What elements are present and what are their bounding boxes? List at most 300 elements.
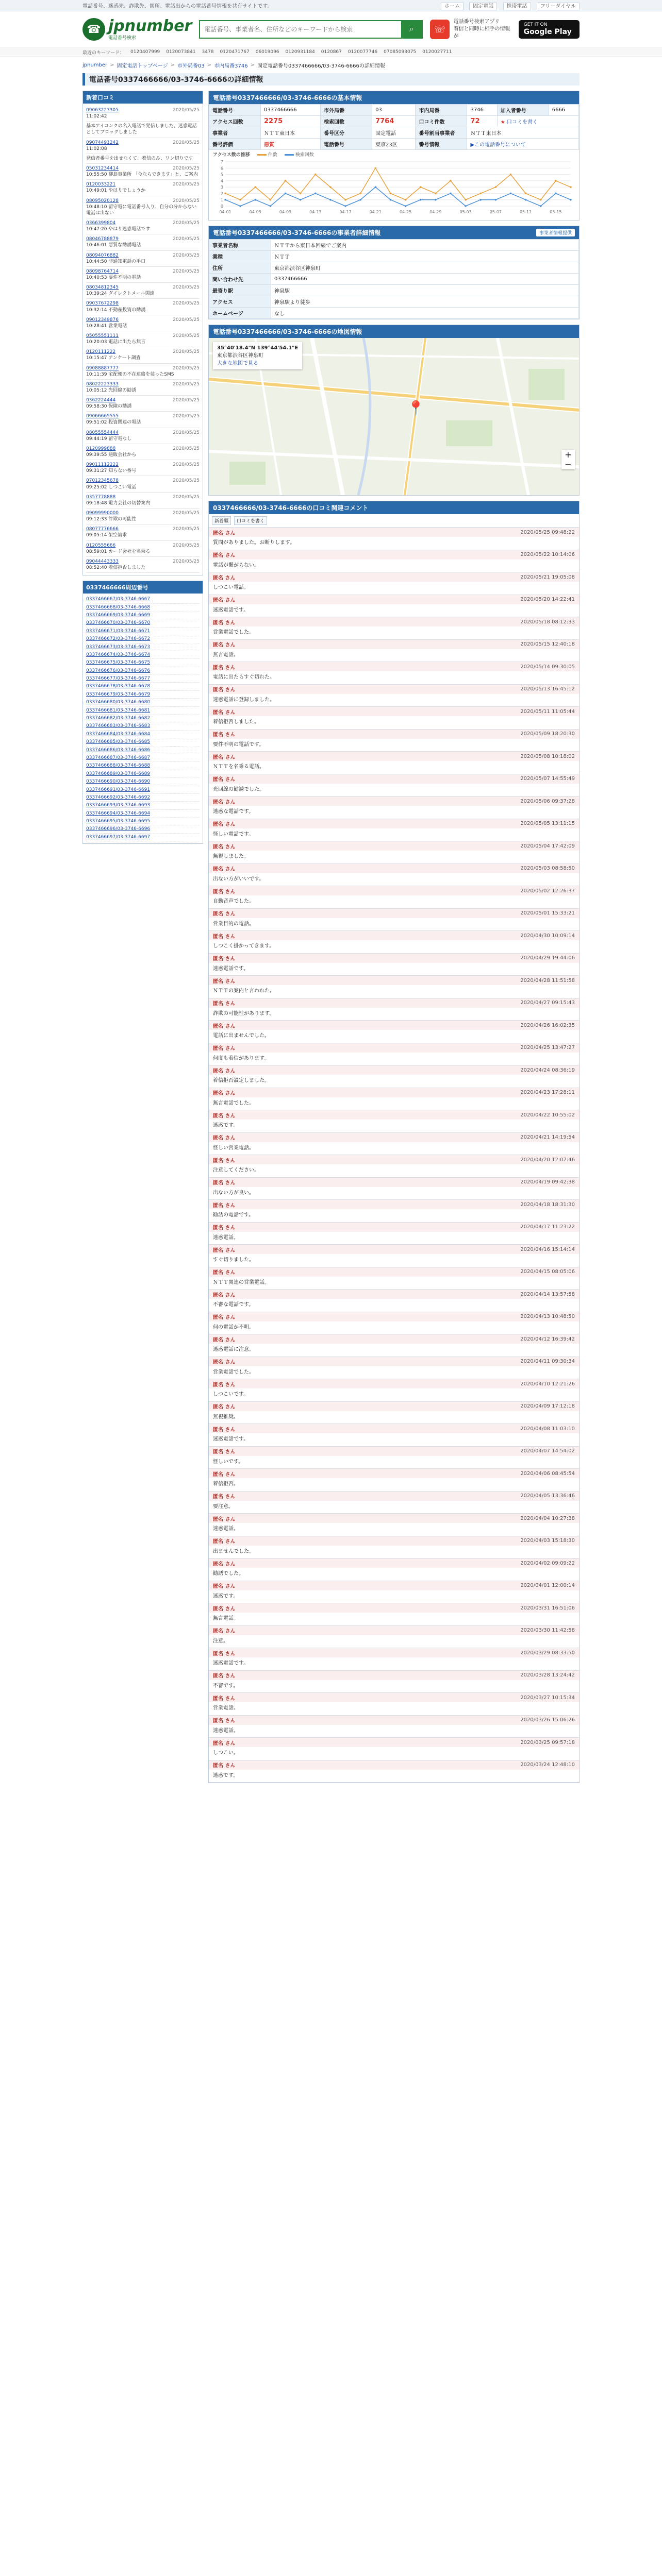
x-tick-label: 04-01 <box>219 210 231 214</box>
review-date: 2020/04/08 11:03:10 <box>520 1426 575 1432</box>
nearby-number-link[interactable]: 0337466670/03-3746-6670 <box>86 619 200 627</box>
review-body <box>209 1321 579 1334</box>
review-author: 匿名 さん <box>213 1068 236 1074</box>
data-point <box>224 199 226 201</box>
data-point <box>510 193 512 195</box>
sort-select[interactable]: 新着順 <box>212 516 231 525</box>
google-play-badge[interactable] <box>519 20 580 39</box>
review-text: 電話に出たらすぐ切れた。 <box>213 674 275 680</box>
data-point <box>525 193 527 195</box>
review-item <box>209 931 579 954</box>
review-item <box>209 774 579 797</box>
detail-value: 神泉駅 <box>271 285 579 296</box>
recent-post[interactable] <box>86 557 200 573</box>
recent-post[interactable] <box>86 380 200 396</box>
app-ad[interactable] <box>430 19 580 40</box>
post-number-link[interactable]: 0362224444 <box>86 398 116 403</box>
nearby-number-link[interactable]: 0337466676/03-3746-6676 <box>86 667 200 675</box>
review-header <box>209 1693 579 1702</box>
breadcrumb-home[interactable]: jpnumber <box>82 62 108 68</box>
post-number-link[interactable]: 0120555666 <box>86 543 116 548</box>
data-point <box>300 193 302 195</box>
y-tick-label: 6 <box>220 166 223 171</box>
post-number-link[interactable]: 0120111222 <box>86 349 116 355</box>
review-body <box>209 1702 579 1715</box>
detail-key: アクセス <box>209 296 271 308</box>
review-body <box>209 649 579 662</box>
review-text: 電話に出ませんでした。 <box>213 1033 270 1039</box>
recent-post[interactable] <box>86 524 200 540</box>
review-date: 2020/03/28 13:24:42 <box>520 1672 575 1678</box>
page-title: 電話番号0337466666/03-3746-6666の詳細情報 <box>82 73 580 86</box>
review-item <box>209 1200 579 1223</box>
review-date: 2020/04/10 12:21:26 <box>520 1381 575 1387</box>
review-author: 匿名 さん <box>213 1225 236 1231</box>
recent-post[interactable] <box>86 164 200 180</box>
review-header <box>209 998 579 1008</box>
recent-post[interactable] <box>86 122 200 138</box>
post-date: 2020/05/25 <box>173 333 200 338</box>
top-links <box>437 2 580 9</box>
review-header <box>209 572 579 582</box>
recent-keyword[interactable]: 0120027711 <box>422 49 452 55</box>
review-author: 匿名 さん <box>213 1404 236 1410</box>
logo-subtitle: 電話番号検索 <box>108 35 137 41</box>
recent-keyword[interactable]: 3478 <box>202 49 214 55</box>
post-number-link[interactable]: 08094076882 <box>86 252 119 258</box>
recent-post[interactable] <box>86 218 200 234</box>
recent-keyword[interactable]: 0120077746 <box>347 49 378 55</box>
review-header <box>209 1424 579 1433</box>
review-date: 2020/04/13 10:48:50 <box>520 1314 575 1319</box>
review-item <box>209 1267 579 1290</box>
nearby-number-link[interactable]: 0337466675/03-3746-6675 <box>86 659 200 667</box>
review-item <box>209 617 579 640</box>
data-point <box>254 199 256 201</box>
review-item <box>209 1716 579 1738</box>
breadcrumb-landline[interactable]: 固定電話トップページ <box>117 63 168 69</box>
nearby-number-link[interactable]: 0337466671/03-3746-6671 <box>86 628 200 635</box>
review-text: ＮＴＴを名乗る電話。 <box>213 764 264 770</box>
review-item <box>209 1402 579 1425</box>
nearby-number-link[interactable]: 0337466680/03-3746-6680 <box>86 699 200 706</box>
review-header <box>209 1514 579 1523</box>
review-header <box>209 864 579 873</box>
recent-keyword[interactable]: 0120471767 <box>220 49 250 55</box>
review-header <box>209 1155 579 1164</box>
recent-post[interactable] <box>86 138 200 154</box>
post-date: 2020/05/25 <box>173 511 200 516</box>
review-header <box>209 1245 579 1254</box>
review-item <box>209 1290 579 1312</box>
review-header <box>209 595 579 604</box>
nearby-number-link[interactable]: 0337466686/03-3746-6686 <box>86 747 200 754</box>
post-body: 08:59:01 カード会社を名乗る <box>86 549 151 554</box>
nearby-number-link[interactable]: 0337466685/03-3746-6685 <box>86 738 200 746</box>
review-text: 着信拒否しました。 <box>213 719 259 725</box>
info-key: 番号割当事業者 <box>416 127 467 139</box>
nearby-number-link[interactable]: 0337466668/03-3746-6668 <box>86 604 200 612</box>
review-author: 匿名 さん <box>213 1113 236 1119</box>
review-item <box>209 1110 579 1133</box>
review-item <box>209 1760 579 1783</box>
reviews-list <box>209 528 579 1783</box>
nearby-number-link[interactable]: 0337466672/03-3746-6672 <box>86 635 200 643</box>
review-date: 2020/04/24 08:36:19 <box>520 1067 575 1073</box>
recent-post[interactable] <box>86 267 200 283</box>
nearby-number-link[interactable]: 0337466683/03-3746-6683 <box>86 722 200 730</box>
recent-post[interactable] <box>86 234 200 250</box>
review-author: 匿名 さん <box>213 1136 236 1141</box>
review-author: 匿名 さん <box>213 642 236 648</box>
nearby-number-link[interactable]: 0337466679/03-3746-6679 <box>86 691 200 699</box>
larger-map-link[interactable]: 大きな地図で見る <box>217 361 258 366</box>
post-number-link[interactable]: 0366399804 <box>86 220 116 226</box>
post-number-link[interactable]: 08034812345 <box>86 285 119 291</box>
basic-info-section <box>208 91 580 221</box>
post-date: 2020/05/25 <box>173 478 200 484</box>
review-author: 匿名 さん <box>213 822 236 827</box>
post-date: 2020/05/25 <box>173 301 200 307</box>
series-line <box>225 168 571 199</box>
review-author: 匿名 さん <box>213 530 236 536</box>
review-author: 匿名 さん <box>213 553 236 558</box>
review-text: 営業電話でした。 <box>213 630 254 635</box>
review-header <box>209 1110 579 1120</box>
recent-post[interactable] <box>86 509 200 524</box>
search-input[interactable] <box>200 21 401 38</box>
review-item <box>209 1693 579 1716</box>
nearby-number-link[interactable]: 0337466687/03-3746-6687 <box>86 754 200 762</box>
nearby-number-link[interactable]: 0337466673/03-3746-6673 <box>86 643 200 651</box>
breadcrumb-local-code[interactable]: 市内局番3746 <box>214 63 248 69</box>
number-detail-link[interactable]: ▶この電話番号について <box>470 142 526 148</box>
review-author: 匿名 さん <box>213 665 236 671</box>
review-item <box>209 864 579 887</box>
recent-post[interactable] <box>86 541 200 557</box>
review-item <box>209 841 579 864</box>
review-date: 2020/03/24 12:48:10 <box>520 1762 575 1768</box>
table-row <box>209 262 579 274</box>
nearby-number-link[interactable]: 0337466669/03-3746-6669 <box>86 612 200 619</box>
review-text: 迷惑電話に登録しました。 <box>213 697 275 703</box>
review-author: 匿名 さん <box>213 1696 236 1702</box>
x-tick-label: 05-03 <box>459 210 472 214</box>
nearby-number-link[interactable]: 0337466674/03-3746-6674 <box>86 651 200 659</box>
post-body: 10:40:53 要件不明の電話 <box>86 275 141 280</box>
info-value: ＮＴＴ東日本 <box>261 127 321 139</box>
review-header <box>209 1088 579 1097</box>
recent-keyword[interactable]: 07085093075 <box>384 49 417 55</box>
post-number-link[interactable]: 09099990000 <box>86 511 119 516</box>
recent-post[interactable] <box>86 154 200 164</box>
post-number-link[interactable]: 09066665555 <box>86 414 119 419</box>
post-number-link[interactable]: 0120999888 <box>86 446 116 451</box>
breadcrumb-area-code[interactable]: 市外局番03 <box>177 63 205 69</box>
nearby-number-link[interactable]: 0337466694/03-3746-6694 <box>86 810 200 818</box>
review-body <box>209 1053 579 1065</box>
post-number-link[interactable]: 08055554444 <box>86 430 119 435</box>
post-number-link[interactable]: 0120033221 <box>86 182 116 188</box>
top-link-mobile[interactable]: 携帯電話 <box>503 3 531 10</box>
review-header <box>209 1648 579 1657</box>
nearby-number-link[interactable]: 0337466681/03-3746-6681 <box>86 707 200 715</box>
recent-keyword[interactable]: 06019096 <box>255 49 279 55</box>
map-section <box>208 325 580 496</box>
app-phone-icon: ☏ <box>430 20 449 39</box>
review-item <box>209 1155 579 1178</box>
review-header <box>209 1738 579 1747</box>
nearby-number-link[interactable]: 0337466684/03-3746-6684 <box>86 731 200 738</box>
review-date: 2020/05/11 11:05:44 <box>520 708 575 715</box>
site-tagline: 電話番号、迷惑先、詐欺先、関所、電話出からの電話番号情報を共有サイトです。 <box>82 4 273 9</box>
data-point <box>435 199 437 201</box>
nearby-number-link[interactable]: 0337466667/03-3746-6667 <box>86 596 200 603</box>
review-header <box>209 1223 579 1232</box>
nearby-number-link[interactable]: 0337466691/03-3746-6691 <box>86 786 200 794</box>
review-date: 2020/05/03 08:58:50 <box>520 866 575 871</box>
table-row <box>209 105 579 116</box>
post-body: 10:15:47 アンケート調査 <box>86 355 141 361</box>
review-header <box>209 1133 579 1142</box>
write-review-link[interactable]: 口コミを書く <box>506 120 538 125</box>
review-body <box>209 940 579 953</box>
review-body <box>209 1501 579 1514</box>
top-link-home[interactable]: ホーム <box>441 3 464 10</box>
recent-post[interactable] <box>86 180 200 196</box>
nearby-number-link[interactable]: 0337466677/03-3746-6677 <box>86 675 200 683</box>
nearby-number-link[interactable]: 0337466682/03-3746-6682 <box>86 715 200 722</box>
review-author: 匿名 さん <box>213 620 236 626</box>
review-body <box>209 1478 579 1491</box>
review-date: 2020/05/21 19:05:08 <box>520 574 575 580</box>
post-number-link[interactable]: 08098764714 <box>86 268 119 274</box>
review-author: 匿名 さん <box>213 598 236 603</box>
review-body <box>209 851 579 863</box>
recent-post[interactable] <box>86 412 200 428</box>
recent-post[interactable] <box>86 299 200 315</box>
nearby-number-link[interactable]: 0337466697/03-3746-6697 <box>86 834 200 841</box>
logo-mark-icon: ☎ <box>82 18 105 41</box>
post-date: 2020/05/25 <box>173 414 200 419</box>
review-text: 迷惑です。 <box>213 1593 239 1599</box>
recent-keyword[interactable]: 0120073841 <box>166 49 196 55</box>
review-body <box>209 671 579 684</box>
post-number-link[interactable]: 05031234414 <box>86 165 119 171</box>
review-text: 迷惑な電話です。 <box>213 809 254 815</box>
post-date: 2020/05/25 <box>173 268 200 274</box>
review-header <box>209 662 579 671</box>
info-key: 市内局番 <box>416 105 467 116</box>
post-number-link[interactable]: 08022223333 <box>86 381 119 387</box>
table-row <box>209 308 579 319</box>
search-button[interactable] <box>401 21 422 38</box>
post-number-link[interactable]: 09063223305 <box>86 108 119 113</box>
review-header <box>209 1447 579 1456</box>
legend-label: 件数 <box>268 152 277 158</box>
site-logo[interactable] <box>82 18 192 41</box>
data-point <box>405 199 407 201</box>
breadcrumb: jpnumber > 固定電話トップページ > 市外局番03 > 市内局番3746 > 固定電話番号0337466666/03-3746-6666の詳細情報 <box>0 60 662 70</box>
info-key: 検索回数 <box>321 116 372 127</box>
post-date: 2020/05/25 <box>173 198 200 204</box>
review-text: 迷惑電話です。 <box>213 1436 249 1442</box>
nearby-number-link[interactable]: 0337466688/03-3746-6688 <box>86 762 200 770</box>
nearby-number-link[interactable]: 0337466690/03-3746-6690 <box>86 778 200 786</box>
site-header <box>0 11 662 47</box>
review-author: 匿名 さん <box>213 1202 236 1209</box>
post-number-link[interactable]: 09088887777 <box>86 365 119 371</box>
recent-post[interactable] <box>86 396 200 412</box>
review-header <box>209 1290 579 1299</box>
review-text: ＮＴＴ関連の営業電話。 <box>213 1279 270 1285</box>
number-rating: 悪質 <box>261 139 321 150</box>
x-tick-label: 05-11 <box>519 210 532 214</box>
data-point <box>420 186 422 188</box>
recent-post[interactable] <box>86 251 200 267</box>
review-date: 2020/04/04 10:27:38 <box>520 1515 575 1521</box>
info-value: 6666 <box>549 105 578 116</box>
review-author: 匿名 さん <box>213 1247 236 1253</box>
post-date: 2020/05/25 <box>173 543 200 548</box>
map-view[interactable] <box>209 338 579 495</box>
review-body <box>209 1120 579 1132</box>
x-tick-label: 04-21 <box>369 210 382 214</box>
post-number-link[interactable]: 05055551111 <box>86 333 119 338</box>
detail-key: 問い合わせ先 <box>209 274 271 285</box>
detail-title: 電話番号0337466666/03-3746-6666の事業者詳細情報 <box>213 229 381 236</box>
top-link-freedial[interactable]: フリーダイヤル <box>537 3 580 10</box>
post-body: 09:44:19 留守電なし <box>86 436 132 442</box>
x-tick-label: 04-25 <box>399 210 412 214</box>
post-number-link[interactable]: 09037672298 <box>86 301 119 307</box>
nearby-number-link[interactable]: 0337466693/03-3746-6693 <box>86 802 200 809</box>
info-key: 電話番号 <box>321 139 372 150</box>
recent-post[interactable] <box>86 331 200 347</box>
recent-post[interactable] <box>86 364 200 380</box>
review-header <box>209 1716 579 1725</box>
recent-post[interactable] <box>86 460 200 476</box>
review-author: 匿名 さん <box>213 1561 236 1567</box>
review-author: 匿名 さん <box>213 1740 236 1747</box>
review-item <box>209 1514 579 1536</box>
review-item <box>209 1671 579 1693</box>
data-point <box>270 205 272 207</box>
review-body <box>209 1388 579 1401</box>
zoom-in-icon[interactable]: + <box>565 450 572 460</box>
post-number-link[interactable]: 09012349876 <box>86 317 119 323</box>
post-date: 2020/05/25 <box>173 349 200 355</box>
review-header <box>209 528 579 537</box>
map-zoom-controls[interactable] <box>561 450 575 469</box>
review-author: 匿名 さん <box>213 1763 236 1769</box>
post-number-link[interactable]: 0357778888 <box>86 494 116 500</box>
post-number-link[interactable]: 09074491242 <box>86 140 119 145</box>
review-body <box>209 1523 579 1536</box>
app-ad-text: 電話番号検索アプリ 着信と同時に相手の情報が <box>453 19 510 39</box>
nearby-number-link[interactable]: 0337466692/03-3746-6692 <box>86 794 200 802</box>
review-header <box>209 730 579 739</box>
review-date: 2020/04/07 14:54:02 <box>520 1448 575 1454</box>
review-text: 無言電話。 <box>213 652 239 658</box>
post-number-link[interactable]: 08095020128 <box>86 198 119 204</box>
review-item <box>209 1133 579 1156</box>
nearby-number-link[interactable]: 0337466678/03-3746-6678 <box>86 683 200 690</box>
review-body <box>209 582 579 595</box>
post-number-link[interactable]: 08046788879 <box>86 236 119 242</box>
access-count: 2275 <box>261 116 321 127</box>
post-number-link[interactable]: 09011112222 <box>86 462 119 468</box>
recent-post[interactable] <box>86 106 200 122</box>
nearby-number-link[interactable]: 0337466696/03-3746-6696 <box>86 825 200 833</box>
review-text: 要件不明の電話です。 <box>213 741 264 748</box>
review-item <box>209 550 579 573</box>
write-review-button[interactable]: 口コミを書く <box>234 516 267 525</box>
recent-post[interactable] <box>86 196 200 218</box>
info-key: 電話番号 <box>209 105 261 116</box>
top-link-landline[interactable]: 固定電話 <box>469 3 497 10</box>
play-small-text: GET IT ON <box>523 22 548 28</box>
recent-post[interactable] <box>86 476 200 492</box>
recent-posts-title: 新着口コミ <box>83 91 203 104</box>
review-body <box>209 1164 579 1177</box>
data-point <box>239 205 241 207</box>
recent-keyword[interactable]: 0120867 <box>321 49 342 55</box>
review-header <box>209 1379 579 1388</box>
recent-keyword[interactable]: 0120407999 <box>130 49 160 55</box>
review-header <box>209 685 579 694</box>
access-chart-svg <box>213 159 575 215</box>
detail-section <box>208 226 580 319</box>
review-date: 2020/04/25 13:47:27 <box>520 1045 575 1050</box>
review-body <box>209 1657 579 1670</box>
review-author: 匿名 さん <box>213 1651 236 1657</box>
map-info-card <box>213 342 302 369</box>
review-header <box>209 550 579 560</box>
recent-post[interactable] <box>86 493 200 509</box>
y-tick-label: 3 <box>220 185 223 190</box>
recent-post[interactable] <box>86 283 200 299</box>
review-date: 2020/05/01 15:33:21 <box>520 910 575 916</box>
post-body: 10:28:41 営業電話 <box>86 323 127 329</box>
review-header <box>209 1626 579 1635</box>
recent-keyword[interactable]: 0120931184 <box>285 49 315 55</box>
data-point <box>315 174 317 176</box>
recent-post[interactable] <box>86 347 200 363</box>
post-number-link[interactable]: 07012345678 <box>86 478 119 484</box>
nearby-number-link[interactable]: 0337466689/03-3746-6689 <box>86 770 200 778</box>
review-text: ＮＴＴの案内と言われた。 <box>213 988 275 994</box>
provide-info-button[interactable]: 事業者情報提供 <box>536 229 575 236</box>
x-tick-label: 05-15 <box>550 210 562 214</box>
nearby-number-link[interactable]: 0337466695/03-3746-6695 <box>86 818 200 825</box>
post-number-link[interactable]: 08077776666 <box>86 527 119 532</box>
recent-post[interactable] <box>86 444 200 460</box>
post-body: 10:44:50 非通知電話の手口 <box>86 259 146 264</box>
post-number-link[interactable]: 09044443333 <box>86 558 119 564</box>
table-row <box>209 274 579 285</box>
review-body <box>209 761 579 774</box>
review-count: 72 <box>467 116 497 127</box>
recent-post[interactable] <box>86 428 200 444</box>
review-item <box>209 640 579 663</box>
post-body: 10:48:10 留守電に電話番号入り、自分の分からない電話は出ない <box>86 204 197 216</box>
recent-post[interactable] <box>86 315 200 331</box>
review-body <box>209 1232 579 1245</box>
detail-key: 住所 <box>209 262 271 274</box>
review-text: 迷惑電話です。 <box>213 965 249 972</box>
zoom-out-icon[interactable]: − <box>565 460 572 469</box>
